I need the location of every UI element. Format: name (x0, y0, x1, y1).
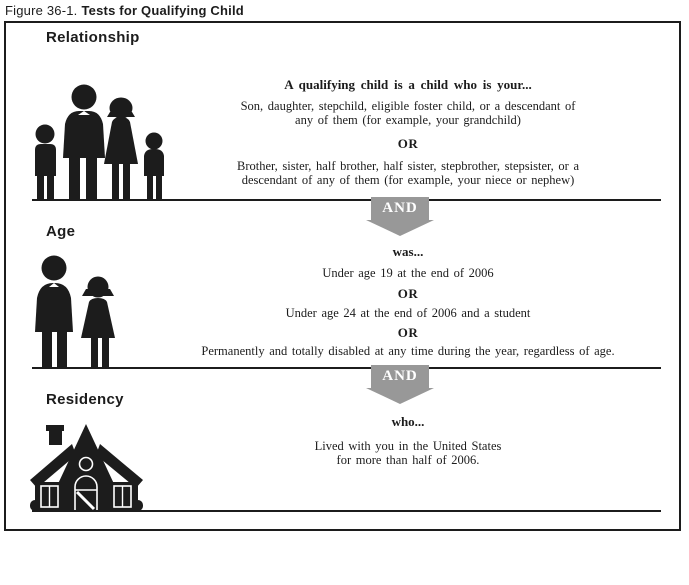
option-line: Permanently and totally disabled at any time during the year, regardless of age. (201, 344, 615, 358)
option-line: Lived with you in the United States (314, 439, 502, 453)
residency-lead-text: who... (391, 414, 425, 429)
and-label: AND (371, 197, 429, 220)
section-heading-relationship: Relationship (46, 29, 140, 46)
or-separator: OR (397, 286, 419, 301)
family-icon (28, 84, 168, 200)
age-lead-text: was... (392, 244, 424, 259)
option-line: descendant of any of them (for example, your niece or nephew) (241, 172, 575, 187)
option-line: Under age 19 at the end of 2006 (322, 266, 494, 280)
arrow-down-icon (366, 388, 434, 404)
or-separator: OR (397, 325, 419, 340)
option-line: Brother, sister, half brother, half sister, stepbrother, stepsister, or a (236, 159, 579, 173)
section-heading-age: Age (46, 223, 76, 240)
relationship-option-2 (178, 160, 638, 187)
age-option-3 (178, 345, 638, 359)
figure-caption (5, 3, 244, 18)
and-label: AND (371, 365, 429, 388)
relationship-option-1 (178, 100, 638, 127)
house-icon (30, 424, 143, 511)
option-line: any of them (for example, your grandchild) (295, 112, 521, 127)
figure-label: Figure 36-1. (5, 3, 78, 18)
section-divider (32, 367, 661, 369)
ground-line (32, 510, 661, 512)
residency-option-1 (178, 440, 638, 467)
and-connector (366, 365, 434, 404)
option-line: Under age 24 at the end of 2006 and a student (285, 306, 531, 320)
age-option-1 (178, 267, 638, 281)
option-line: for more than half of 2006. (336, 452, 480, 467)
age-option-2 (178, 307, 638, 321)
and-connector (366, 197, 434, 236)
section-heading-residency: Residency (46, 391, 124, 408)
children-icon (30, 254, 122, 368)
option-line: Son, daughter, stepchild, eligible foster child, or a descendant of (240, 99, 576, 113)
page-title: Tests for Qualifying Child (81, 3, 244, 18)
arrow-down-icon (366, 220, 434, 236)
section-divider (32, 199, 661, 201)
or-separator: OR (397, 136, 419, 151)
relationship-lead-text: A qualifying child is a child who is your... (284, 77, 532, 92)
